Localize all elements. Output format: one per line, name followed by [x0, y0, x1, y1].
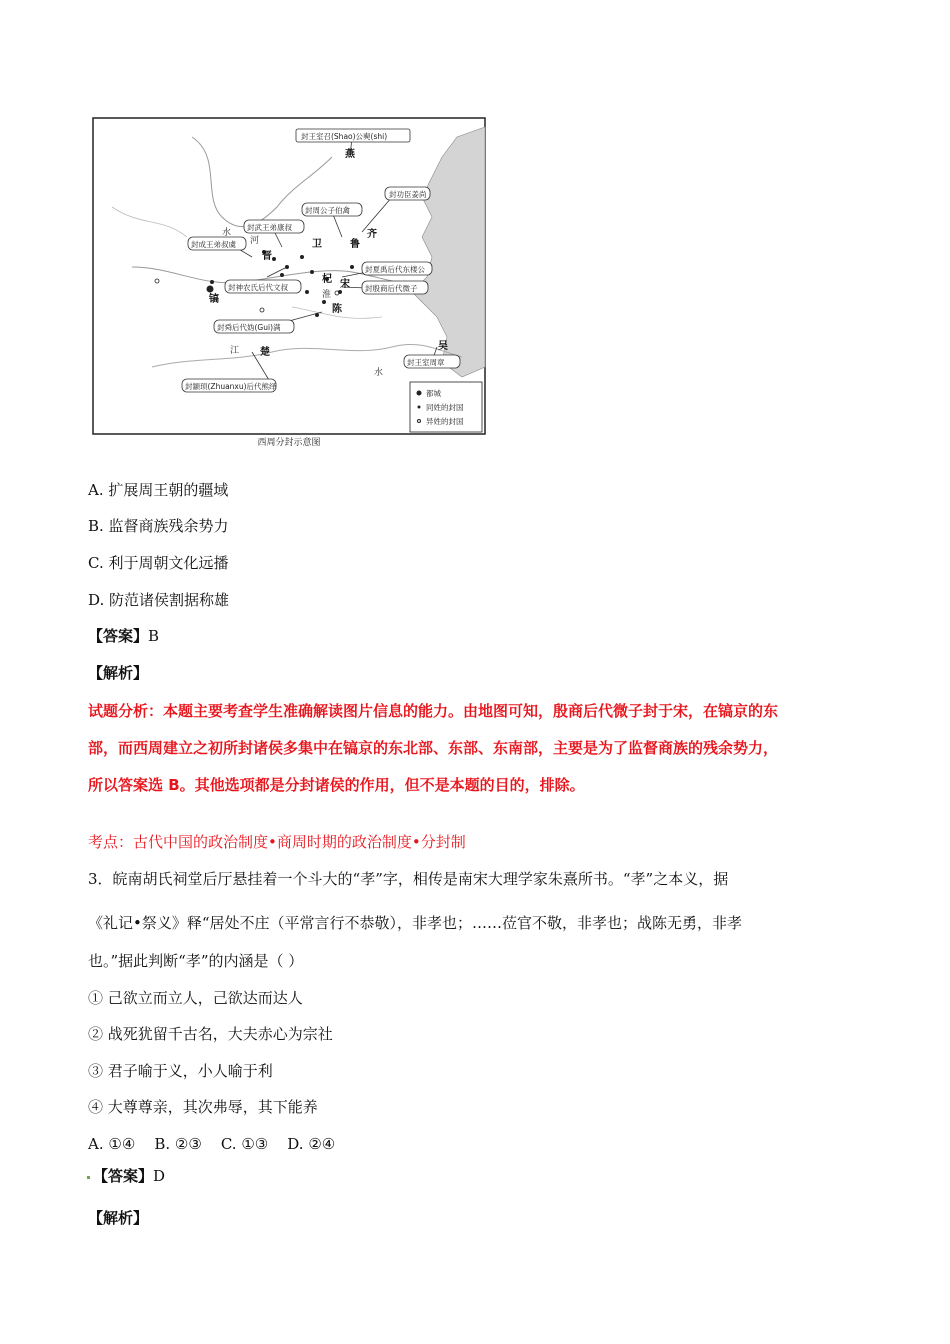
answer-value: B	[148, 627, 160, 645]
kaodian: 考点：古代中国的政治制度•商周时期的政治制度•分封制	[88, 833, 466, 851]
map-figure	[92, 117, 486, 452]
q3-item-4: ④ 大尊尊亲，其次弗辱，其下能养	[88, 1098, 318, 1116]
q3-line-2: 《礼记•祭义》释“居处不庄（平常言行不恭敬），非孝也；……莅官不敬，非孝也；战陈无勇，非孝	[88, 914, 743, 932]
river-label-huai: 淮	[322, 290, 332, 300]
answer-label: 【答案】	[88, 627, 149, 645]
legend-same: 同姓的封国	[426, 403, 464, 412]
analysis-1-line-1: 试题分析：本题主要考查学生准确解读图片信息的能力。由地图可知，殷商后代微子封于宋，在镐京的东	[88, 702, 779, 720]
label-shun: 封舜后代妫(Gui)满	[217, 323, 281, 332]
q3-choices: A. ①④ B. ②③ C. ①③ D. ②④	[88, 1135, 336, 1153]
analysis-1-line-2: 部，而西周建立之初所封诸侯多集中在镐京的东北部、东部、东南部，主要是为了监督商族的残余势力，	[88, 739, 779, 757]
label-zhuanxu: 封颛顼(Zhuanxu)后代熊绎	[185, 382, 277, 391]
label-chengwang: 封成王弟叔虞	[191, 240, 236, 249]
label-wuwang: 封武王弟康叔	[247, 223, 292, 232]
analysis-1-label: 【解析】	[88, 664, 149, 682]
marker-dot	[87, 1176, 90, 1179]
label-xiayu: 封夏禹后代东楼公	[365, 265, 425, 274]
state-song: 宋	[340, 279, 350, 290]
label-wangshi: 封王室周章	[407, 358, 445, 367]
map-caption: 西周分封示意图	[257, 438, 321, 448]
western-zhou-map	[92, 117, 486, 435]
state-chu: 楚	[260, 347, 270, 358]
river-label-jiang: 江	[230, 346, 240, 356]
answer-2-value: D	[153, 1167, 166, 1185]
option-c: C. 利于周朝文化远播	[88, 554, 229, 572]
q3-item-3: ③ 君子喻于义，小人喻于利	[88, 1062, 273, 1080]
q3-item-1: ① 己欲立而立人，己欲达而达人	[88, 989, 303, 1007]
label-shennong: 封神农氏后代文叔	[228, 283, 288, 292]
answer-2	[93, 1166, 165, 1186]
state-lu: 鲁	[350, 239, 360, 250]
option-a: A. 扩展周王朝的疆域	[88, 481, 229, 499]
legend-diff: 异姓的封国	[426, 417, 464, 426]
answer-1	[88, 626, 159, 646]
river-label-shui2: 水	[374, 368, 384, 378]
state-wu: 吴	[438, 341, 448, 352]
state-qi: 齐	[367, 229, 377, 240]
state-yan: 燕	[345, 149, 355, 160]
river-label-he: 河	[250, 236, 260, 246]
state-chen: 陈	[332, 304, 342, 315]
analysis-1-line-3: 所以答案选 B。其他选项都是分封诸侯的作用，但不是本题的目的，排除。	[88, 776, 585, 794]
state-wei: 卫	[312, 239, 322, 250]
q3-line-3: 也。”据此判断“孝”的内涵是（ ）	[88, 952, 304, 970]
state-qi2: 杞	[322, 274, 332, 285]
analysis-2-label: 【解析】	[88, 1209, 149, 1227]
label-zhougong: 封周公子伯禽	[305, 206, 350, 215]
label-gongchen: 封功臣姜尚	[389, 190, 427, 199]
state-jin: 晋	[262, 251, 272, 262]
option-d: D. 防范诸侯割据称雄	[88, 591, 230, 609]
label-shao: 封王室召(Shao)公奭(shi)	[301, 132, 388, 141]
q3-line-1: 3．皖南胡氏祠堂后厅悬挂着一个斗大的“孝”字，相传是南宋大理学家朱熹所书。“孝”之本义，据	[88, 870, 729, 888]
option-b: B. 监督商族残余势力	[88, 517, 229, 535]
legend-capital: 都城	[426, 389, 441, 398]
state-gao: 镐	[209, 294, 219, 305]
answer-2-label: 【答案】	[93, 1167, 154, 1185]
q3-item-2: ② 战死犹留千古名，大夫赤心为宗社	[88, 1025, 333, 1043]
label-yinshang: 封殷商后代微子	[365, 284, 418, 293]
river-label-shui: 水	[222, 228, 232, 238]
